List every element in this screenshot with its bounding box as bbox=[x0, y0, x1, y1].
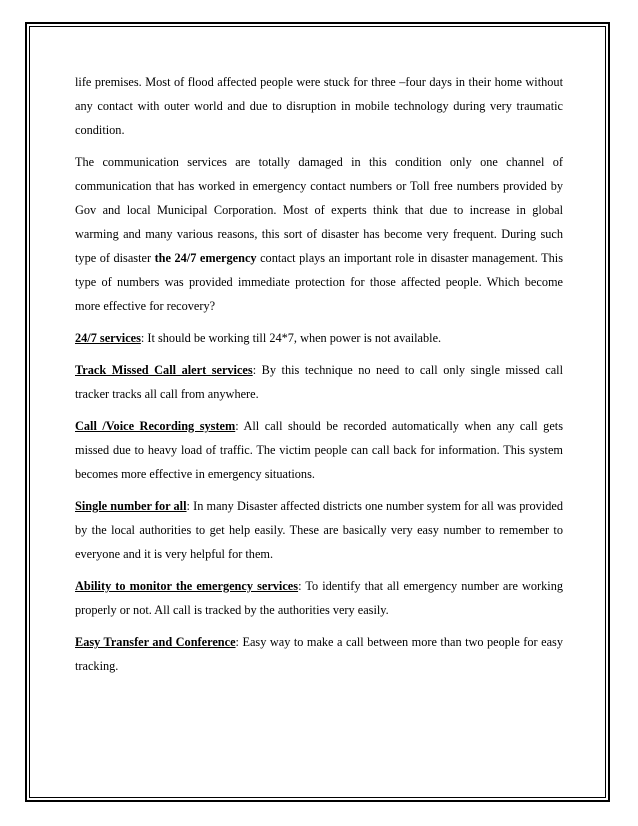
service-term: Call /Voice Recording system bbox=[75, 419, 236, 433]
service-description: : Easy way to make a call between more than two people for easy tracking. bbox=[75, 635, 563, 673]
service-term: Easy Transfer and Conference bbox=[75, 635, 236, 649]
service-term: 24/7 services bbox=[75, 331, 141, 345]
service-item-monitoring bbox=[75, 574, 563, 622]
service-description: : In many Disaster affected districts one number system for all was provided by the local authorities to get help easily. These are basically very easy number to remember to everyone and it is very helpful for them. bbox=[75, 499, 563, 561]
paragraph-communication-services bbox=[75, 150, 563, 318]
service-item-single-number bbox=[75, 494, 563, 566]
service-description: : By this technique no need to call only single missed call tracker tracks all call from anywhere. bbox=[75, 363, 563, 401]
service-description: : All call should be recorded automatically when any call gets missed due to heavy load of traffic. The victim people can call back for information. This system becomes more effective in emergency situations. bbox=[75, 419, 563, 481]
paragraph-flood-impact: life premises. Most of flood affected people were stuck for three –four days in their home without any contact with outer world and due to disruption in mobile technology during very traumatic condition. bbox=[75, 75, 563, 137]
document-body bbox=[75, 70, 563, 686]
service-term: Single number for all bbox=[75, 499, 187, 513]
service-item-24-7 bbox=[75, 326, 563, 350]
service-item-transfer-conference bbox=[75, 630, 563, 678]
emphasis-24-7-emergency: the 24/7 emergency bbox=[154, 251, 257, 265]
service-term: Ability to monitor the emergency services bbox=[75, 579, 299, 593]
service-term: Track Missed Call alert services bbox=[75, 363, 253, 377]
service-item-missed-call bbox=[75, 358, 563, 406]
paragraph-text-before: The communication services are totally damaged in this condition only one channel of communication that has worked in emergency contact numbers or Toll free numbers provided by Gov and local Municipal Corporation. Most of experts think that due to increase in global warming and many various reasons, this sort of disaster has become very frequent. During such type of disaster bbox=[75, 155, 563, 265]
service-description: : It should be working till 24*7, when power is not available. bbox=[140, 331, 442, 345]
service-item-call-recording bbox=[75, 414, 563, 486]
paragraph-text-after: contact plays an important role in disaster management. This type of numbers was provided immediate protection for those affected people. Which become more effective for recovery? bbox=[75, 251, 563, 313]
service-description: : To identify that all emergency number are working properly or not. All call is tracked by the authorities very easily. bbox=[75, 579, 564, 617]
